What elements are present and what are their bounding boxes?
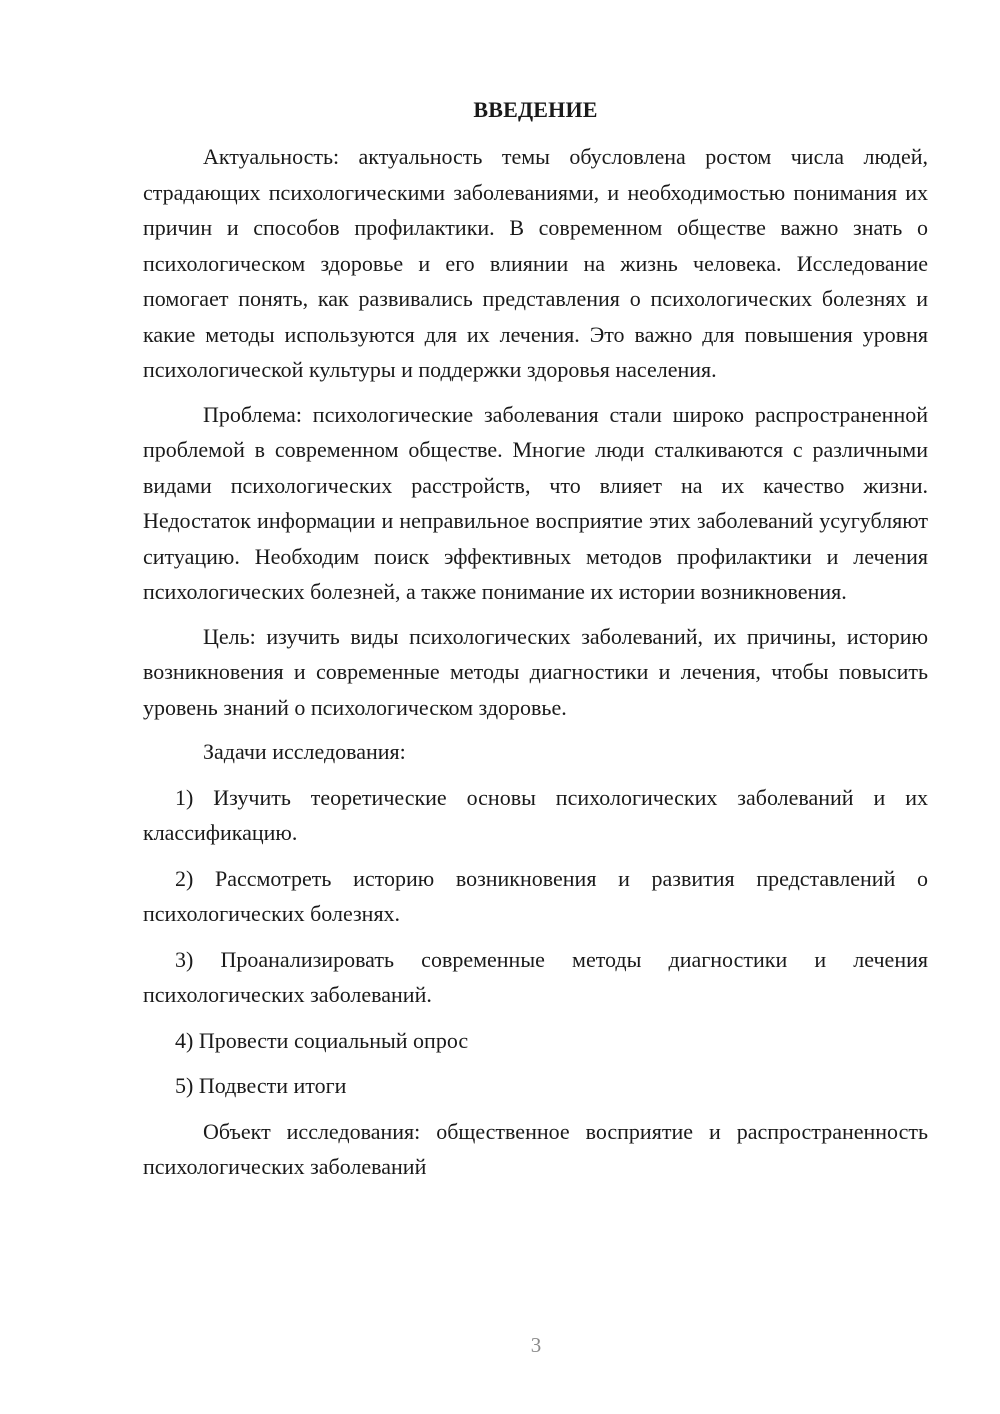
page-title: ВВЕДЕНИЕ <box>473 97 598 122</box>
paragraph-goal: Цель: изучить виды психологических заболеваний, их причины, историю возникновения и современные методы диагностики и лечения, чтобы повысить уровень знаний о психологическом здоровье. <box>143 623 928 720</box>
document-page <box>143 93 928 1185</box>
paragraph-problem: Проблема: психологические заболевания стали широко распространенной проблемой в современном обществе. Многие люди сталкиваются с различными видами психологических расстройств, что влияет на их качество жизни. Недостаток информации и неправильное восприятие этих заболеваний усугубляют ситуацию. Необходим поиск эффективных методов профилактики и лечения психологических болезней, а также понимание их истории возникновения. <box>143 401 928 604</box>
task-item-1: 1) Изучить теоретические основы психологических заболеваний и их классификацию. <box>143 784 928 845</box>
task-item-4: 4) Провести социальный опрос <box>175 1027 469 1053</box>
task-item-3: 3) Проанализировать современные методы диагностики и лечения психологических заболеваний. <box>143 946 928 1007</box>
paragraph-relevance: Актуальность: актуальность темы обусловлена ростом числа людей, страдающих психологическими заболеваниями, и необходимостью понимания их причин и способов профилактики. В современном обществе важно знать о психологическом здоровье и его влиянии на жизнь человека. Исследование помогает понять, как развивались представления о психологических болезнях и какие методы используются для их лечения. Это важно для повышения уровня психологической культуры и поддержки здоровья населения. <box>143 144 928 382</box>
task-item-5: 5) Подвести итоги <box>175 1073 347 1098</box>
page-number: 3 <box>530 1333 542 1357</box>
tasks-heading: Задачи исследования: <box>203 739 406 764</box>
task-item-2: 2) Рассмотреть историю возникновения и развития представлений о психологических болезнях. <box>143 865 928 926</box>
paragraph-object: Объект исследования: общественное восприятие и распространенность психологических заболеваний <box>143 1118 928 1179</box>
